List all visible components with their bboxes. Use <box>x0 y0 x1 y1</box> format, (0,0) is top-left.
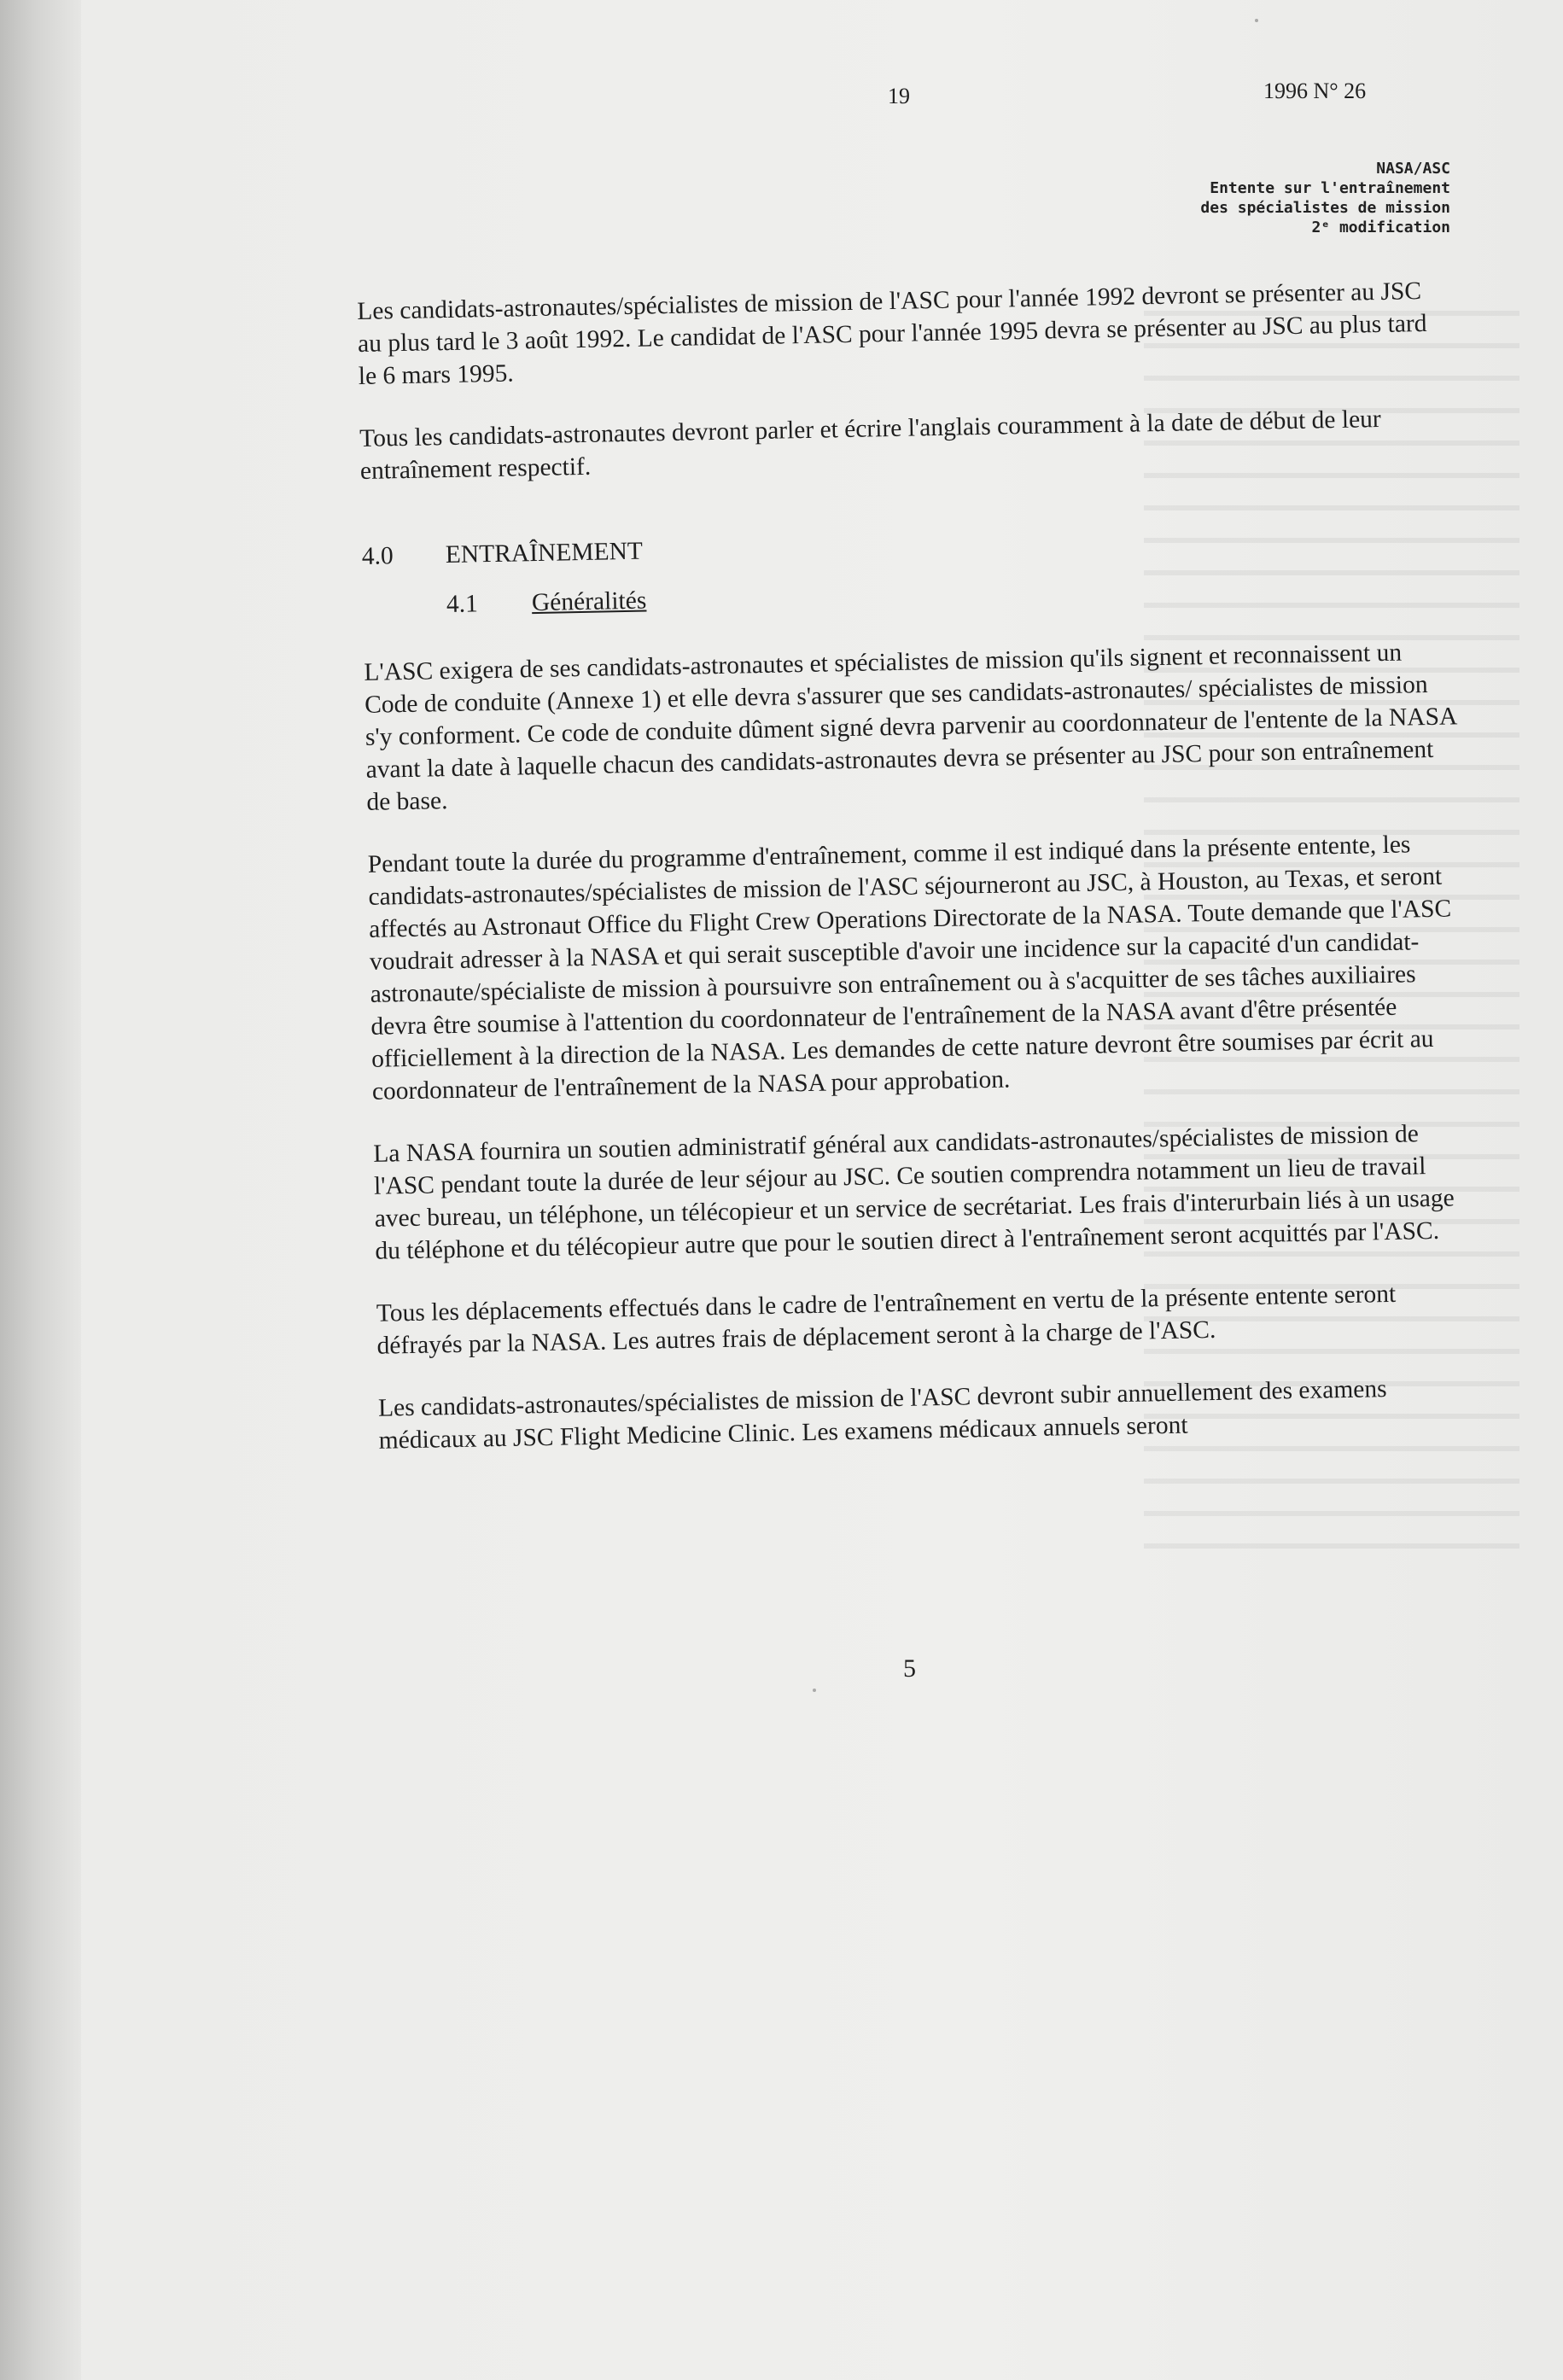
paper-speck <box>1255 19 1258 22</box>
paragraph-english-requirement: Tous les candidats-astronautes devront parler et écrire l'anglais couramment à la date de début de leur entraînement respectif. <box>359 405 1382 485</box>
paragraph-medical-exams: Les candidats-astronautes/spécialistes de mission de l'ASC devront subir annuellement des examens médicaux au JSC Flight Medicine Clinic. Les examens médicaux annuels seront <box>377 1375 1387 1455</box>
paragraph-training-program: Pendant toute la durée du programme d'entraînement, comme il est indiqué dans la présente entente, les candidats-astronautes/spécialistes de mission de l'ASC séjourneront au JSC, à Houston, au Texas, et seront affectés au Astronaut Office du Flight Crew Operations Directorate de la NASA. Toute demande que l'ASC voudrait adresser à la NASA et qui serait susceptible d'avoir une incidence sur la capacité d'un candidat-astronaute/spécialiste de mission à poursuivre son entraînement ou à s'acquitter de ses tâches auxiliaires devra être soumise à l'attention du coordonnateur de l'entraînement de la NASA avant d'être présentée officiellement à la direction de la NASA. Les demandes de cette nature devront être soumises par écrit au coordonnateur de l'entraînement de la NASA pour approbation. <box>367 831 1452 1105</box>
binding-shadow <box>0 0 81 2380</box>
document-page-number: 5 <box>903 1654 916 1683</box>
paragraph-administrative-support: La NASA fournira un soutien administratif général aux candidats-astronautes/spécialistes de mission de l'ASC pendant toute la durée de leur séjour au JSC. Ce soutien comprendra notamment un lieu de travail avec bureau, un téléphone, un télécopieur et un service de secrétariat. Les frais d'interurbain liés à un usage du téléphone et du télécopieur autre que pour le soutien direct à l'entraînement seront acquittés par l'ASC. <box>373 1120 1455 1265</box>
paragraph-travel-costs: Tous les déplacements effectués dans le cadre de l'entraînement en vertu de la présente entente seront défrayés par la NASA. Les autres frais de déplacement seront à la charge de l'ASC. <box>376 1280 1397 1360</box>
section-title: ENTRAÎNEMENT <box>445 537 644 569</box>
gazette-issue: 1996 N° 26 <box>1263 79 1367 103</box>
agreement-header-line-4: 2ᵉ modification <box>1311 219 1450 236</box>
paper-speck <box>813 1689 816 1692</box>
paragraph-reporting-dates: Les candidats-astronautes/spécialistes de mission de l'ASC pour l'année 1992 devront se présenter au JSC au plus tard le 3 août 1992. Le candidat de l'ASC pour l'année 1995 devra se présenter au JSC au plus tard le 6 mars 1995. <box>357 277 1427 390</box>
agreement-header-line-2: Entente sur l'entraînement <box>1210 179 1450 197</box>
agreement-header-line-3: des spécialistes de mission <box>1200 199 1450 217</box>
section-number: 4.0 <box>361 542 394 570</box>
section-heading <box>362 519 1453 573</box>
gazette-page-number: 19 <box>888 84 910 108</box>
paragraph-code-of-conduct: L'ASC exigera de ses candidats-astronautes et spécialistes de mission qu'ils signent et reconnaissent un Code de conduite (Annexe 1) et elle devra s'assurer que ses candidats-astronautes/ spécialistes de mission s'y conforment. Ce code de conduite dûment signé devra parvenir au coordonnateur de l'entente de la NASA avant la date à laquelle chacun des candidats-astronautes devra se présenter au JSC pour son entraînement de base. <box>364 639 1456 816</box>
subsection-heading <box>446 569 1455 621</box>
agreement-header <box>1200 159 1450 237</box>
subsection-number: 4.1 <box>446 590 479 619</box>
agreement-header-line-1: NASA/ASC <box>1376 160 1450 178</box>
document-body <box>357 274 1471 1486</box>
subsection-title: Généralités <box>531 586 647 617</box>
